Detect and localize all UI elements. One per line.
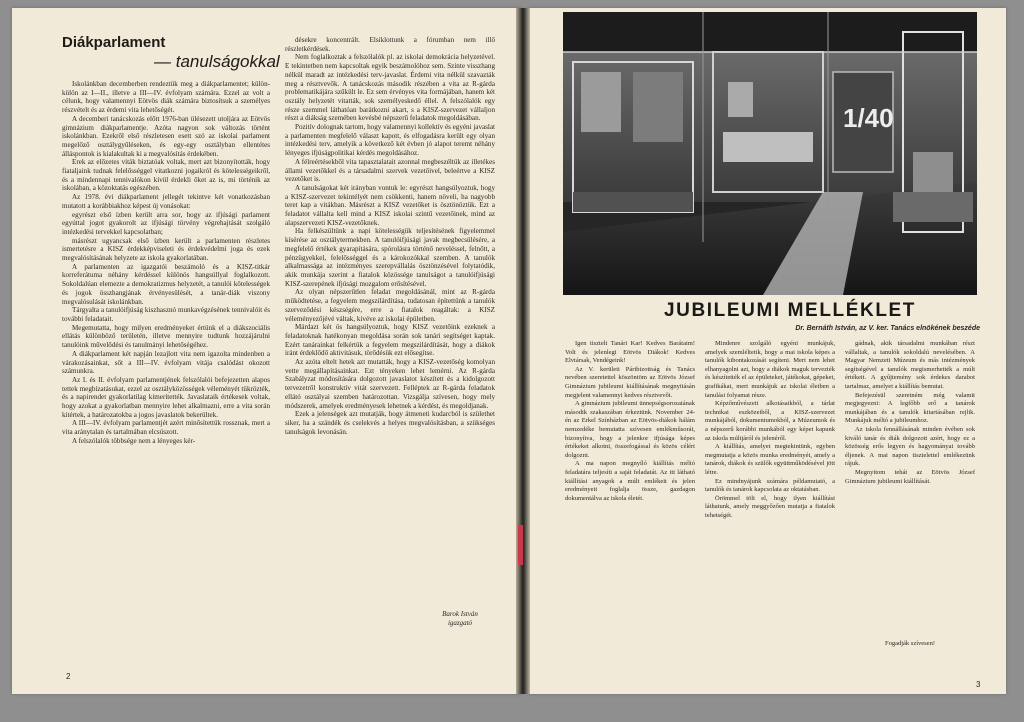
paragraph: Nem foglalkoztak a felszólalók pl. az iskolai demokrácia helyzetével. E tekintetben nem kapcsoltak egyik beszámolóhoz sem. Szinte visszhang nélkül maradt az intézkedési terv-javaslat. Érdemi vita nélkül szavazták meg a résztvevők. A tanácskozás második részében a vita az R-gárda problematikájára szűkült le. Ez sem érvényes vita formájában, hanem két osztály helyzetét vitatták, sok személyeskedő éllel. A felszólalók egy része szemmel láthatóan barátkozni akart, s a KISZ-szervezet vállaljon részt a diákság szemében kevésbé népszerű feladatok megoldásában. — [285, 53, 495, 123]
right-column-2 — [705, 340, 835, 675]
paragraph: Megemutatta, hogy milyen eredményeket értünk el a diákszociális ellátás különböző területén, illetve mennyire tudtunk hozzájárulni tanulóink művelődési és tanulmányi lehetőségéhez. — [62, 323, 270, 350]
exhibition-photo — [563, 12, 977, 295]
paragraph: A kiállítás, amelyet megtekintünk, egyben megmutatja a közös munka eredményét, amely a tanárok, diákok és szülők együttműködésével jött létre. — [705, 443, 835, 476]
paragraph: Az olyan népszerűtlen feladat megoldásánál, mint az R-gárda működtetése, a fegyelem megszilárdítása, tudatosan építettünk a tanulók szerveződési készségére, erre a fiatalok reagáltak: a KISZ véleményezőjévé váltak, kivéve az iskolai épületben. — [285, 288, 495, 323]
paragraph: Örömmel tölt el, hogy ilyen kiállítást láthatunk, amely meggyőzően mutatja a fiatalok tehetségét. — [705, 494, 835, 519]
right-column-1 — [565, 340, 695, 675]
paragraph: A gimnázium jubileumi ünnepségsorozatának második szakaszában érkeztünk. November 24-én az Erkel Színházban az Eötvös-diákok hálám nemzedéke bemutatta szívesen emlékműsorát, bizonyítva, hogy a jelenkor ifjúsága képes értékeket alkotni, összefogással és közös célért dolgozni. — [565, 400, 695, 459]
closing-line: Fogadják szívesen! — [884, 640, 935, 647]
paragraph: Márdazt két ös hangsúlyoztuk, hogy KISZ vezetőink ezeknek a feladatoknak hatékonyan megoldása során sok tanári segítséget kaptak. Ezért tanárainkat felkértük a fegyelem megszilárdítását, hogy a diákok iránt érdeklődő aktivitásuk, törődésük ezt elősegítse. — [285, 323, 495, 358]
author-signature — [425, 610, 495, 628]
paragraph: Befejezésül szeretném még valamit megjegyezni: A legfőbb erő a tanárok munkájában és a tanulók kitartásában rejlik. Munkájuk méltó a jubileumhoz. — [845, 391, 975, 425]
paragraph: egyrészt első ízben került arra sor, hogy az ifjúsági parlament egyúttal jogot gyakorolt az ifjúsági törvény végrehajtását szolgáló intézkedési tervekkel kapcsolatban; — [62, 210, 270, 236]
page-number-left: 2 — [66, 672, 71, 681]
paragraph: Az 1978. évi diákparlament jellegét tekintve két vonatkozásban mutatott a korábbiakhoz képest új vonásokat: — [62, 193, 270, 210]
red-binding-mark — [518, 525, 523, 565]
paragraph: másrészt ugyancsak első ízben került a parlamenten részletes ismertetésre a KISZ érdekképviseleti és érdekvédelmi joga és ezek megvalósításának helyzete az iskola gyakorlatában. — [62, 236, 270, 263]
paragraph: désekre koncentrált. Elsiklottunk a fórumban nem illő részletkérdések. — [285, 36, 495, 53]
paragraph: A decemberi tanácskozás előtt 1976-ban ülésezett utoljára az Eötvös gimnázium diákparlamentje. Azóta nagyon sok változás történt iskolánkban. Ezekről első részletesen esett szó az iskolai parlament megelőző osztálygyűléseken, és egy-egy osztályban ellentétes álláspontok is kialakultak ki a megvalósítás érdekében. — [62, 114, 270, 158]
paragraph: A tanulságokat két irányban vontuk le: egyrészt hangsúlyoztuk, hogy a KISZ-szervezet tekintélyét nem csökkenti, hanem növeli, ha nagyobb teret kap a vitákban. Másrészt a KISZ vezetőket is ösztönöztük. Ezt a feladatot vállalta kell mind a KISZ iskolai szintű vezetőinek, mind az alapszervezeti KISZ-vezetőknek. — [285, 183, 495, 227]
paragraph: A ma napon megnyíló kiállítás méltó feladatára teljesíti a saját feladatát. Az itt látható kiállítási anyagok a múlt emlékeit és jelen eredményeit foglalja össze, gazdagon dokumentálva az iskola életét. — [565, 460, 695, 502]
paragraph: Pozitív dolognak tartom, hogy valamennyi kollektív és egyéni javaslat a parlamenten megfelelő választ kapott, és elfogadásra került egy olyan intézkedési terv, amelyik a következő két évben jó alapot teremt néhány lényeges ifjúságpolitikai kérdés megoldásához. — [285, 123, 495, 158]
paragraph: Megnyitom tehát az Eötvös József Gimnázium jubileumi kiállítását. — [845, 468, 975, 485]
paragraph: Tárgyalta a tanulóifjúság kiszhasznó munkavégzésének tennivalóit és további feladatait. — [62, 306, 270, 323]
signature-role: igazgató — [447, 619, 473, 627]
paragraph: Ez mindnyájunk számára példamutató, a tanulók és tanárok kapcsolata az oktatásban. — [705, 477, 835, 494]
page-number-right: 3 — [976, 680, 981, 689]
left-column-1 — [62, 80, 270, 625]
article-title: Diákparlament — [62, 34, 166, 51]
paragraph: A III—IV. évfolyam parlamentjét azért minősítettük rossznak, mert a vita aránytalan és tartalmában elcsúszott. — [62, 419, 270, 437]
paragraph: A felszólalók többsége nem a lényeges kér- — [72, 436, 196, 445]
paragraph: Erek az előzetes viták biztatóak voltak, mert azt bizonyították, hogy fiataljaink tudnak felelősséggel vitatkozni jogaikról és kötelességeikről, és a mindennapi tennivalókon kívül érdekli őket az is, mi történik az iskolában, a közoktatás egészében. — [62, 158, 270, 193]
paragraph: A félreértésekből vita tapasztalatait azonnal megbeszéltük az illetékes állami vezetőkkel és a társadalmi szervek vezetőivel, beleértve a KISZ vezetőket is. — [285, 157, 495, 184]
paragraph: gádnak, akik társadalmi munkában részt vállaltak, a tanulók sokoldalú nevelésében. A Magyar Nemzeti Múzeum és más intézmények segítségével a tanulók megismerhették a múlt értékeit. A gyűjtemény sok érdekes darabot tartalmaz, amelyet a kiállítás bemutat. — [845, 340, 975, 390]
exhibition-hall-image — [563, 12, 977, 295]
paragraph: Képzőművészeti alkotásaikból, a tárlat technikai eszközeiből, a KISZ-szervezet munkájából, dokumentumokból, a Múzeumok és a népszerű korábbi munkából egy képet kapunk az iskola múltjáról és jelenéről. — [705, 400, 835, 442]
paragraph: Az iskola fennállásának minden évében sok kiváló tanár és diák dolgozott azért, hogy ez a közösség erős legyen és hagyományai tovább éljenek. A mai napon tisztelettel emlékezünk rájuk. — [845, 425, 975, 468]
left-column-2 — [285, 36, 495, 606]
paragraph: Az I. és II. évfolyam parlamentjének felszólalói befejezetten alapos tettek megbízatásukat, ezzel az osztályközösségek véleményét tükrözték, és a napirendet gyakorlatilag kimerítették. Javaslataik értékesek voltak, hogy azokat a gyakorlatban mennyire lehet alkalmazni, erre a vita során kitértek, a határozatokba a jogos javaslatok bekerültek. — [62, 375, 270, 419]
paragraph: Mindenre szolgáló egyéni munkájuk, amelyek szemléltetik, hogy a mai iskola képes a tanulók kibontakozását segíteni. Mert nem lehet elhanyagolni azt, hogy a diákok maguk tervezték és készítették el az épületeket, játékokat, gépeket, grafikákat, mert munkájuk az iskolai életben a tanulási folyamat része. — [705, 340, 835, 399]
right-column-3 — [845, 340, 975, 640]
paragraph: A diákparlament két napján lezajlott vita nem igazolta mindenben a várakozásainkat, sőt a III—IV. évfolyam vitája csalódást okozott számunkra. — [62, 349, 270, 376]
paragraph: A parlamenten az igazgatói beszámoló és a KISZ-titkár korreferátuma néhány kérdéssel különös hangsúllyal foglalkozott. Sokoldalúan elemezte a demokratizmus helyzetét, a tanulói kötelességek és jogok összhangjának érvényesülését, a tanár-diák viszony megvalósulását iskolánkban. — [62, 262, 270, 306]
article-subtitle: — tanulságokkal — [154, 52, 280, 71]
exhibit-sign-text: 1/40 — [843, 103, 894, 133]
book-gutter — [516, 8, 530, 694]
signature-name: Barok István — [442, 610, 478, 618]
paragraph: Ha felkészültünk a napi kötelességük teljesítésének figyelemmel kísérése az osztálytermekben. A tanulóifjúsági javak megbecsülésére, a megfelelő értékek gyarapítására, spórolásra történő neveléssel, felnőtt, a pénzügyekkel, felelősséggel és a károkozókkal szemben. A tanulók alkalmassága az intézményes szerepvállalás ösztönzésével folytatódik, akik munkája szerint a fiatalok közössége tanulságot a tanulóifjúsági KISZ-szerepének ifjúsági mozgalom erősítésével. — [285, 227, 495, 288]
paragraph: Igen tisztelt Tanári Kar! Kedves Barátaim! Volt és jelenlegi Eötvös Diákok! Kedves Elvtársak, Vendégeink! — [565, 340, 695, 365]
paragraph: Iskolánkban decemberben rendeztük meg a diákparlamentet; külön-külön az I—II., illetve a III—IV. évfolyam számára. Ezzel az volt a célunk, hogy valamennyi Eötvös diák számára biztosítsuk a személyes részvételt és az érdemi vita lehetőségét. — [62, 80, 270, 115]
supplement-subtitle: Dr. Bernáth István, az V. ker. Tanács elnökének beszéde — [795, 325, 980, 332]
paragraph: Az V. kerületi Pártbizottság és Tanács nevében szeretettel köszöntöm az Eötvös József Gimnázium jubileumi kiállításának megnyitásán megjelent valamennyi kedves résztvevőt. — [565, 365, 695, 399]
paragraph: Ezek a jelenségek azt mutatják, hogy átmeneti kudarcból is születhet siker, ha a szándék és cselekvés a helyes megvalósításban, a szükséges tanulságok levonásán. — [285, 410, 495, 436]
supplement-title: JUBILEUMI MELLÉKLET — [663, 300, 917, 321]
paragraph: Az azóta eltelt hetek azt mutatták, hogy a KISZ-vezetőség komolyan vette megállapításainkat. Ezt tényeken lehet lemérni. Az R-gárda Szabályzat módosítására dolgozott javaslatot készített és a kidolgozott tervezetről konstruktív vitát szervezett. Felléptek az R-gárda feladatok ellátó osztályai szemben határozottan. Vizsgálja szívesen, hogy mely módszerek, amelyek eredményesek lehetnek a kérdést, és megoldjanak. — [285, 358, 495, 410]
